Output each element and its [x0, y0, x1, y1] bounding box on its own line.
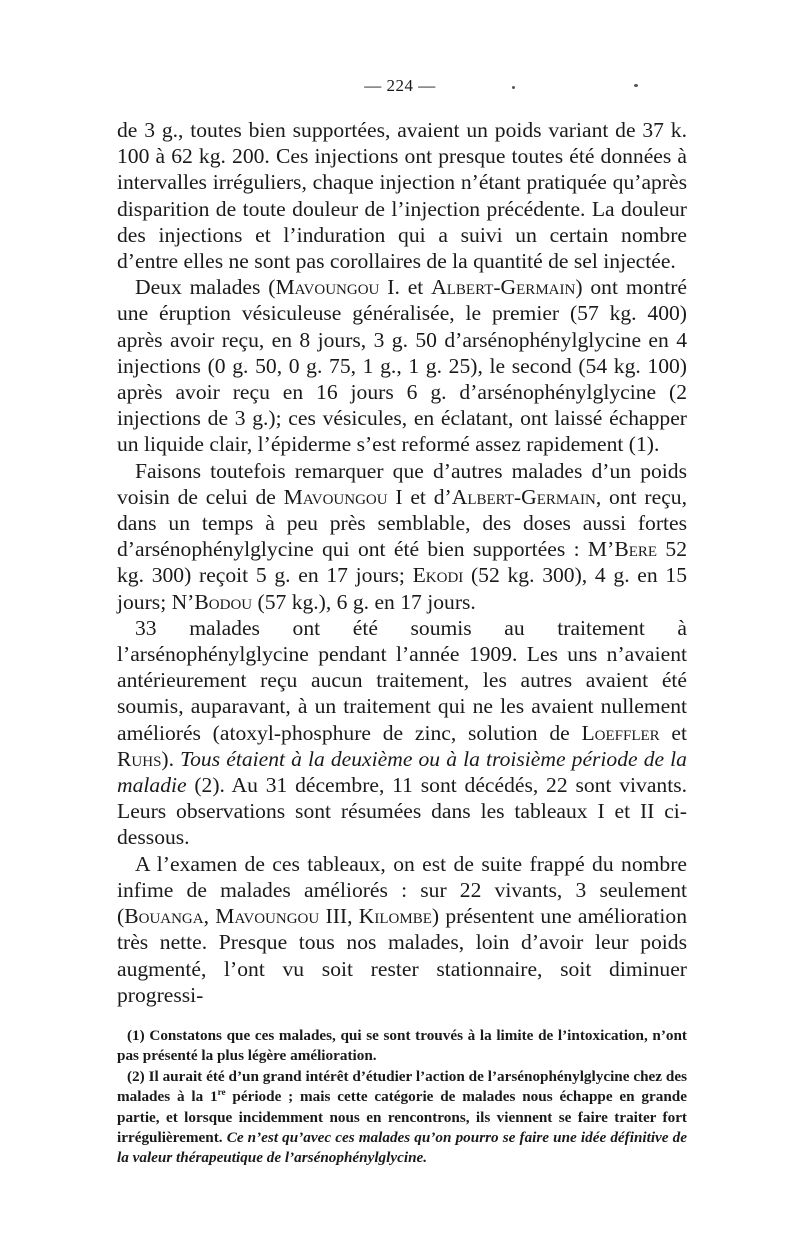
- paragraph: [117, 274, 687, 457]
- text-run: ) ont montré une éruption vésiculeuse généralisée, le premier (57 kg. 400) après avoir reçu, en 8 jours, 3 g. 50 d’arsénophénylglycine en 4 injections (0 g. 50, 0 g. 75, 1 g., 1 g. 25), le second (54 kg. 100) après avoir reçu en 16 jours 6 g. d’arsénophénylglycine (2 injections de 3 g.); ces vésicules, en éclatant, ont laissé échapper un liquide clair, l’épiderme s’est reformé assez rapidement (1).: [117, 275, 688, 457]
- superscript: re: [217, 1087, 226, 1098]
- text-run: 33 malades ont été soumis au traitement à l’arsénophénylglycine pendant l’année 1909. Les uns n’avaient antérieurement reçu aucun traitement, les autres avaient été soumis, auparavant, à un traitement qui ne les avaient nullement améliorés (atoxyl-phosphure de zinc, solution de: [117, 615, 687, 745]
- small-caps-name: Mavoungou: [275, 275, 380, 300]
- text-run: , ont reçu, dans un temps à peu près semblable, des doses aussi fortes d’arsénophénylglycine qui ont été bien supportées : M’: [117, 484, 687, 562]
- italic-text: Tous étaient à la deuxième ou à la troisième période de la maladie: [117, 746, 687, 798]
- small-caps-name: Mavoungou: [215, 904, 320, 929]
- small-caps-name: Mavoungou: [283, 484, 388, 509]
- text-run: et: [659, 720, 687, 745]
- small-caps-name: Ekodi: [412, 563, 464, 588]
- small-caps-name: Albert-Germain: [431, 275, 576, 300]
- text-run: Deux malades (: [135, 275, 276, 300]
- text-run: III,: [319, 904, 359, 929]
- ink-speck: [634, 84, 638, 87]
- text-run: (2). Au 31 décembre, 11 sont décédés, 22 sont vivants. Leurs observations sont résumées dans les tableaux I et II ci-dessous.: [117, 773, 687, 850]
- page-number: — 224 —: [364, 76, 436, 95]
- paragraph: [117, 458, 687, 615]
- main-text: [117, 117, 687, 1008]
- small-caps-name: Bouanga: [124, 904, 204, 929]
- paragraph: [117, 117, 687, 274]
- small-caps-name: Kilombe: [358, 904, 432, 929]
- small-caps-name: Bodou: [194, 589, 253, 614]
- text-run: ) présentent une amélioration très nette. Presque tous nos malades, loin d’avoir leur poids augmenté, l’ont vu soit rester stationnaire, soit diminuer progressi-: [117, 904, 687, 1007]
- text-run: (2) Il aurait été d’un grand intérêt d’étudier l’action de l’arsénophénylglycine chez des malades à la 1: [117, 1067, 687, 1106]
- text-run: Faisons toutefois remarquer que d’autres malades d’un poids voisin de celui de: [117, 458, 687, 509]
- text-run: ,: [203, 904, 216, 929]
- footnote: [117, 1067, 687, 1169]
- text-run: (1) Constatons que ces malades, qui se sont trouvés à la limite de l’intoxication, n’ont pas présenté la plus légère amélioration.: [117, 1027, 687, 1065]
- ink-speck: [512, 86, 515, 89]
- text-run: ).: [161, 746, 181, 771]
- text-run: de 3 g., toutes bien supportées, avaient un poids variant de 37 k. 100 à 62 kg. 200. Ces injections ont presque toutes été données à intervalles irréguliers, chaque injection n’étant pratiquée qu’après disparition de toute douleur de l’injection précédente. La douleur des injections et l’induration qui a suivi un certain nombre d’entre elles ne sont pas corollaires de la quantité de sel injectée.: [117, 118, 687, 274]
- footnotes: [117, 1026, 687, 1169]
- text-run: (52 kg. 300), 4 g. en 15 jours; N’: [117, 563, 687, 614]
- text-run: I et d’: [387, 484, 452, 509]
- text-run: A l’examen de ces tableaux, on est de suite frappé du nombre infime de malades améliorés : sur 22 vivants, 3 seulement (: [117, 851, 687, 929]
- text-run: période ; mais cette catégorie de malades nous échappe en grande partie, et lorsque incidemment nous en rencontrons, ils viennent se faire traiter fort irrégulièrement.: [117, 1088, 687, 1147]
- text-run: 52 kg. 300) reçoit 5 g. en 17 jours;: [117, 537, 687, 588]
- text-run: (57 kg.), 6 g. en 17 jours.: [252, 589, 476, 614]
- small-caps-name: Bere: [614, 537, 658, 562]
- small-caps-name: Loeffler: [581, 720, 660, 745]
- paragraph: [117, 851, 687, 1008]
- text-run: I. et: [379, 275, 432, 300]
- italic-text: Ce n’est qu’avec ces malades qu’on pourro se faire une idée définitive de la valeur thérapeutique de l’arsénophénylglycine.: [117, 1129, 687, 1167]
- paragraph: [117, 615, 687, 851]
- small-caps-name: Ruhs: [117, 746, 162, 771]
- small-caps-name: Albert-Germain: [451, 484, 596, 509]
- footnote: [117, 1026, 687, 1067]
